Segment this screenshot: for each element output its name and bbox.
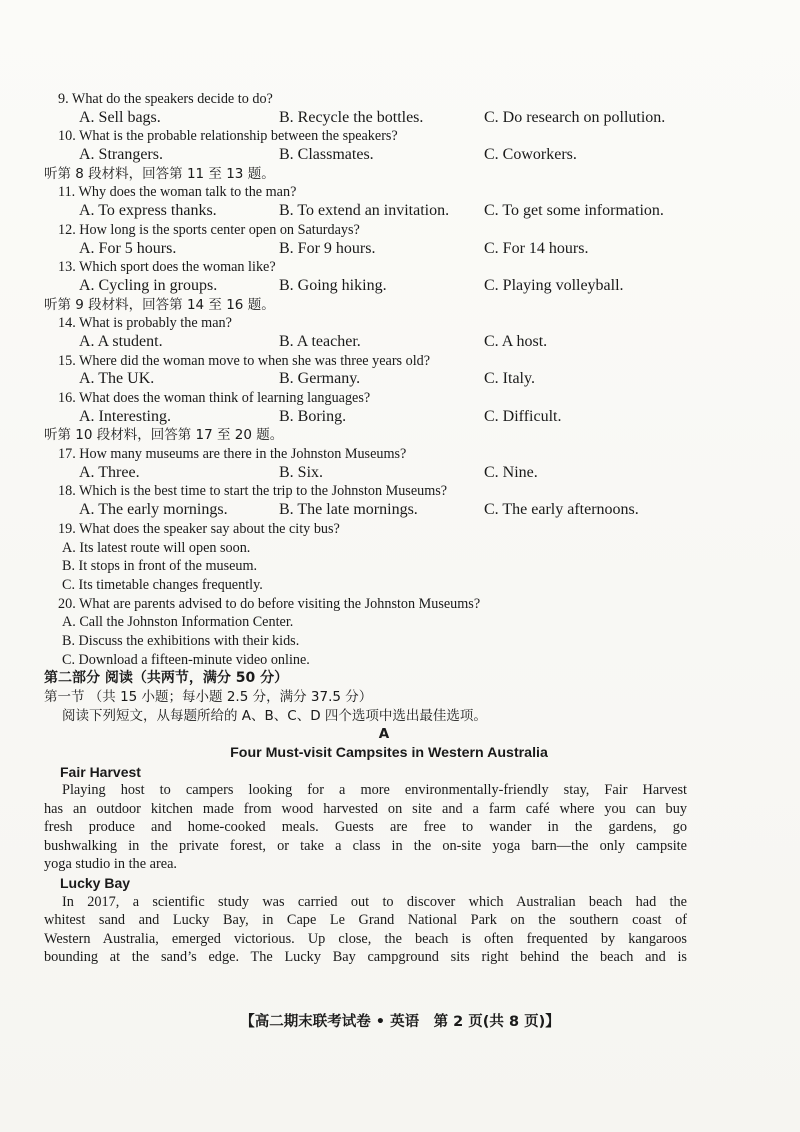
lucky-bay-paragraph xyxy=(44,893,687,967)
instruction-segment-10: 听第 10 段材料，回答第 17 至 20 题。 xyxy=(44,427,284,444)
option-c: C. Coworkers. xyxy=(484,146,577,164)
question-19-option-a: A. Its latest route will open soon. xyxy=(62,539,251,556)
question-14-options xyxy=(44,333,704,352)
option-a: A. Sell bags. xyxy=(79,108,161,126)
question-12-options xyxy=(44,240,704,259)
option-b: B. Germany. xyxy=(279,370,361,388)
question-16-options xyxy=(44,408,704,427)
question-9-options xyxy=(44,109,704,128)
option-a: A. The UK. xyxy=(79,370,155,388)
question-17: 17. How many museums are there in the Johnston Museums? xyxy=(58,446,407,463)
question-16: 16. What does the woman think of learning languages? xyxy=(58,390,371,406)
question-18-options xyxy=(44,501,704,520)
question-13: 13. Which sport does the woman like? xyxy=(58,259,276,276)
question-11-options xyxy=(44,202,704,221)
question-18: 18. Which is the best time to start the trip to the Johnston Museums? xyxy=(58,483,448,500)
option-c: C. Nine. xyxy=(484,463,538,481)
option-c: C. Difficult. xyxy=(484,407,562,425)
fair-harvest-paragraph xyxy=(44,781,687,874)
option-c: C. The early afternoons. xyxy=(484,501,639,519)
option-a: A. The early mornings. xyxy=(79,501,228,519)
question-20-option-b: B. Discuss the exhibitions with their kids. xyxy=(62,632,300,649)
question-9: 9. What do the speakers decide to do? xyxy=(58,91,273,107)
option-b: B. Boring. xyxy=(279,407,347,425)
option-b: B. Going hiking. xyxy=(279,276,387,294)
option-a: A. Strangers. xyxy=(79,146,163,164)
question-10: 10. What is the probable relationship between the speakers? xyxy=(58,128,398,145)
question-19: 19. What does the speaker say about the city bus? xyxy=(58,520,340,537)
option-b: B. To extend an invitation. xyxy=(279,202,450,220)
instruction-segment-9: 听第 9 段材料，回答第 14 至 16 题。 xyxy=(44,296,275,313)
lucky-bay-heading: Lucky Bay xyxy=(60,874,131,891)
question-20: 20. What are parents advised to do before visiting the Johnston Museums? xyxy=(58,595,481,612)
option-b: B. Classmates. xyxy=(279,146,374,164)
option-a: A. Three. xyxy=(79,463,140,481)
option-b: B. The late mornings. xyxy=(279,501,418,519)
question-11: 11. Why does the woman talk to the man? xyxy=(58,184,297,201)
exam-content xyxy=(44,90,704,967)
option-c: C. Playing volleyball. xyxy=(484,276,624,294)
question-19-option-b: B. It stops in front of the museum. xyxy=(62,558,258,575)
option-c: C. A host. xyxy=(484,332,548,350)
paragraph-line: whitest sand and Lucky Bay, in Cape Le Grand National Park on the southern coast of xyxy=(44,912,687,929)
option-a: A. To express thanks. xyxy=(79,202,217,220)
question-14: 14. What is probably the man? xyxy=(58,315,232,332)
instruction-segment-8: 听第 8 段材料，回答第 11 至 13 题。 xyxy=(44,165,275,182)
question-19-option-c: C. Its timetable changes frequently. xyxy=(62,576,263,593)
option-b: B. A teacher. xyxy=(279,332,361,350)
paragraph-line: yoga studio in the area. xyxy=(44,856,178,873)
option-c: C. Italy. xyxy=(484,370,535,388)
passage-letter: A xyxy=(378,726,390,743)
paragraph-line: bounding at the sand’s edge. The Lucky Bay campground sits right behind the beach and is xyxy=(44,949,687,966)
paragraph-line: Western Australia, emerged victorious. Up close, the beach is often frequented by kangaroos xyxy=(44,930,687,947)
paragraph-line: bushwalking in the private forest, or take a class in the on-site yoga barn—the only campsite xyxy=(44,837,687,854)
fair-harvest-heading: Fair Harvest xyxy=(60,763,141,780)
section-one-heading: 第一节 （共 15 小题；每小题 2.5 分，满分 37.5 分） xyxy=(44,689,373,705)
question-15-options xyxy=(44,370,704,389)
question-20-option-c: C. Download a fifteen-minute video online. xyxy=(62,651,310,668)
paragraph-line: In 2017, a scientific study was carried out to discover which Australian beach had the xyxy=(62,893,687,910)
option-c: C. To get some information. xyxy=(484,202,664,220)
question-15: 15. Where did the woman move to when she was three years old? xyxy=(58,352,431,369)
option-a: A. Cycling in groups. xyxy=(79,276,218,294)
option-a: A. Interesting. xyxy=(79,407,171,425)
paragraph-line: fresh produce and home-cooked meals. Guests are free to wander in the gardens, go xyxy=(44,819,687,836)
passage-title: Four Must-visit Campsites in Western Australia xyxy=(230,745,548,762)
question-10-options xyxy=(44,146,704,165)
section-one-instruction: 阅读下列短文，从每题所给的 A、B、C、D 四个选项中选出最佳选项。 xyxy=(62,707,487,724)
question-20-option-a: A. Call the Johnston Information Center. xyxy=(62,614,294,631)
part-two-heading: 第二部分 阅读（共两节，满分 50 分） xyxy=(44,670,289,687)
option-c: C. For 14 hours. xyxy=(484,239,589,257)
option-a: A. A student. xyxy=(79,332,163,350)
option-b: B. Six. xyxy=(279,463,324,481)
page-footer: 【高二期末联考试卷 • 英语 第 2 页(共 8 页)】 xyxy=(240,1014,560,1030)
paragraph-line: has an outdoor kitchen made from wood harvested on site and a farm café where you can buy xyxy=(44,800,687,817)
question-13-options xyxy=(44,277,704,296)
question-12: 12. How long is the sports center open on Saturdays? xyxy=(58,221,360,238)
option-c: C. Do research on pollution. xyxy=(484,108,666,126)
option-b: B. Recycle the bottles. xyxy=(279,108,424,126)
paragraph-line: Playing host to campers looking for a more environmentally-friendly stay, Fair Harvest xyxy=(62,782,687,799)
option-a: A. For 5 hours. xyxy=(79,239,177,257)
option-b: B. For 9 hours. xyxy=(279,239,376,257)
question-17-options xyxy=(44,464,704,483)
